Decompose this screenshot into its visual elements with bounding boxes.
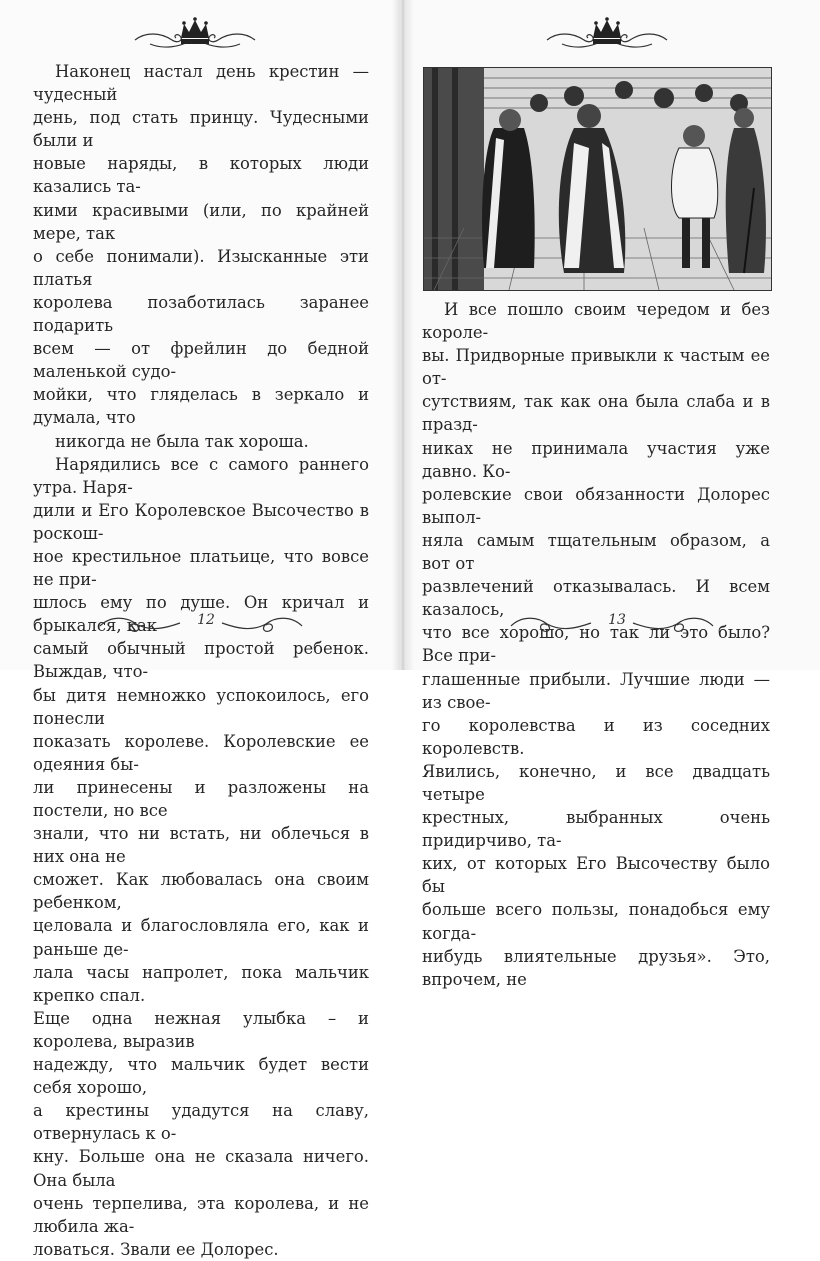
text-line: вы. Придворные привыкли к частым ее от-: [422, 346, 770, 389]
text-line: день, под стать принцу. Чудесными были и: [33, 108, 369, 151]
text-line: Явились, конечно, и все двадцать четыре: [422, 761, 770, 804]
text-line: сутствиям, так как она была слаба и в празд-: [422, 392, 770, 435]
text-line: очень терпелива, эта королева, и не любила жа-: [33, 1193, 369, 1236]
text-line: что все хорошо, но так ли это было? Все при-: [422, 623, 770, 666]
text-line: больше всего пользы, понадобься ему когда-: [422, 900, 770, 943]
text-line: новые наряды, в которых люди казались та-: [33, 154, 369, 197]
text-line: а крестины удадутся на славу, отвернулась к о-: [33, 1101, 369, 1144]
text-line: королева позаботилась заранее подарить: [33, 292, 369, 336]
text-line: надежду, что мальчик будет вести себя хорошо,: [33, 1055, 369, 1098]
page-number: 13: [608, 612, 626, 628]
text-line: няла самым тщательным образом, а вот от: [422, 530, 770, 574]
text-line: целовала и благословляла его, как и раньше де-: [33, 916, 369, 959]
text-line: развлечений отказывалась. И всем казалось,: [422, 577, 770, 620]
text-line: ролевские свои обязанности Долорес выпол-: [422, 484, 770, 527]
text-line: сможет. Как любовалась она своим ребенком,: [33, 870, 369, 913]
text-line: кими красивыми (или, по крайней мере, так: [33, 200, 369, 243]
crown-ornament-header: [130, 16, 260, 54]
text-line: шлось ему по душе. Он кричал и брыкался, как: [33, 593, 369, 636]
left-page: [0, 0, 400, 1259]
text-line: мойки, что гляделась в зеркало и думала, что: [33, 385, 369, 428]
text-line: Еще одна нежная улыбка – и королева, выразив: [33, 1008, 369, 1051]
text-line: крестных, выбранных очень придирчиво, та-: [422, 808, 770, 851]
text-line: знали, что ни встать, ни облечься в них она не: [33, 824, 369, 867]
text-line: ли принесены и разложены на постели, но все: [33, 777, 369, 820]
text-line: самый обычный простой ребенок. Выждав, что-: [33, 639, 369, 682]
text-line: всем — от фрейлин до бедной маленькой судо-: [33, 339, 369, 382]
text-line: ловаться. Звали ее Долорес.: [33, 1239, 279, 1259]
text-line: глашенные прибыли. Лучшие люди — из свое-: [422, 669, 770, 712]
text-line: ное крестильное платьице, что вовсе не при-: [33, 546, 369, 590]
text-line: дили и Его Королевское Высочество в роскош-: [33, 500, 369, 543]
text-line: бы дитя немножко успокоилось, его понесли: [33, 685, 369, 728]
text-line: никогда не была так хороша.: [55, 431, 309, 451]
engraving-illustration: [423, 67, 772, 291]
text-line: показать королеве. Королевские ее одеяния бы-: [33, 731, 369, 774]
right-page-text: [422, 298, 770, 991]
text-line: И все пошло своим чередом и без короле-: [422, 300, 770, 343]
text-line: о себе понимали). Изысканные эти платья: [33, 246, 369, 289]
text-line: го королевства и из соседних королевств.: [422, 715, 770, 758]
text-line: кну. Больше она не сказала ничего. Она была: [33, 1147, 369, 1190]
text-line: никах не принимала участия уже давно. Ко-: [422, 438, 770, 481]
page-number: 12: [197, 612, 215, 628]
left-page-text: [33, 60, 369, 1261]
text-line: лала часы напролет, пока мальчик крепко спал.: [33, 962, 369, 1005]
right-page: [402, 0, 820, 989]
text-line: ких, от которых Его Высочеству было бы: [422, 854, 770, 897]
text-line: Нарядились все с самого раннего утра. Наря-: [33, 454, 369, 497]
book-gutter: [392, 0, 414, 670]
crown-ornament-header: [542, 16, 672, 54]
text-line: Наконец настал день крестин — чудесный: [33, 62, 369, 105]
text-line: нибудь влиятельные друзья». Это, впрочем, не: [422, 946, 770, 989]
